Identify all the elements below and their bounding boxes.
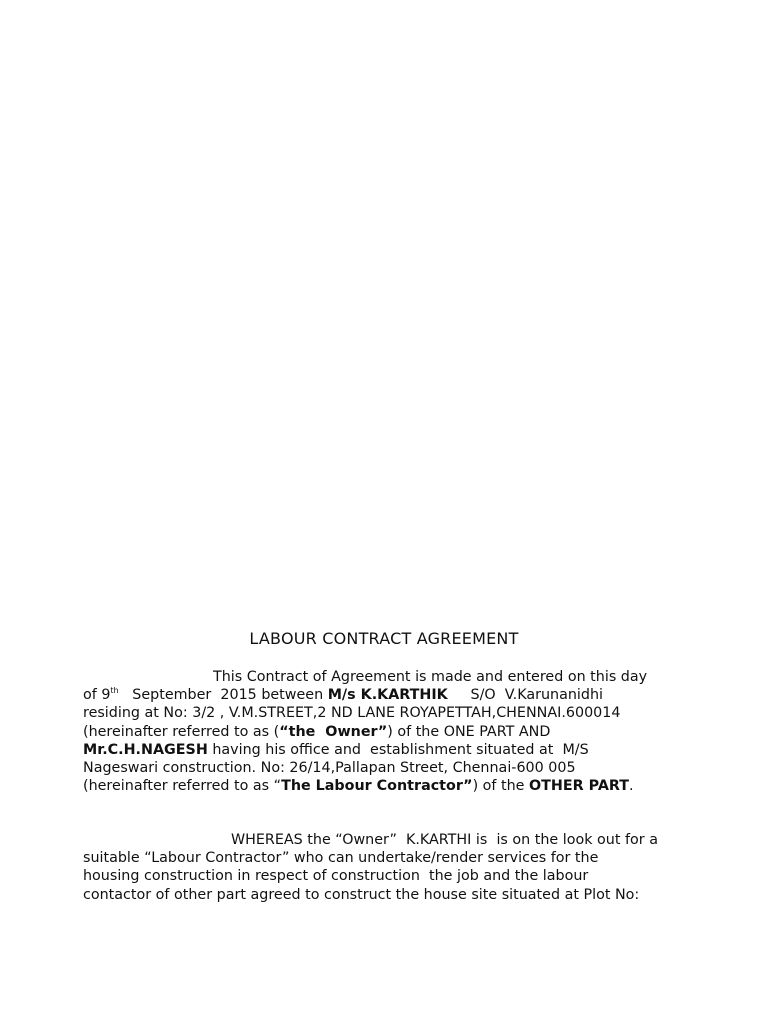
- paragraph-text: This Contract of Agreement is made and entered on this day: [213, 669, 648, 685]
- paragraph-line: [83, 668, 693, 686]
- paragraph-text: (hereinafter referred to as (: [83, 723, 280, 740]
- paragraph-line: [83, 867, 693, 885]
- paragraph-line: [83, 831, 693, 849]
- owner-name: M/s K.KARTHIK: [327, 687, 448, 704]
- document-title: LABOUR CONTRACT AGREEMENT: [249, 629, 519, 648]
- paragraph-text: ) of the: [472, 778, 530, 795]
- paragraph-line: [83, 886, 693, 904]
- paragraph-text: ) of the ONE PART AND: [387, 723, 551, 740]
- whereas-paragraph: [83, 831, 693, 904]
- paragraph-line: [83, 741, 693, 759]
- paragraph-text: WHEREAS the “Owner” K.KARTHI is is on the look out for a: [231, 832, 658, 848]
- paragraph-text: residing at No: 3/2 , V.M.STREET,2 ND LANE ROYAPETTAH,CHENNAI.600014: [83, 705, 621, 722]
- paragraph-line: [83, 849, 693, 867]
- agreement-paragraph: [83, 668, 693, 795]
- other-part-term: OTHER PART: [529, 778, 630, 795]
- paragraph-text: S/O V.Karunanidhi: [447, 687, 603, 704]
- ordinal-suffix: th: [110, 686, 119, 696]
- paragraph-text: of 9: [83, 687, 111, 704]
- owner-term: “the Owner”: [279, 723, 388, 740]
- paragraph-text: suitable “Labour Contractor” who can undertake/render services for the: [83, 850, 599, 867]
- paragraph-text: contactor of other part agreed to construct the house site situated at Plot No:: [83, 886, 640, 903]
- paragraph-text: .: [629, 778, 634, 795]
- paragraph-line: [83, 777, 693, 795]
- paragraph-line: [83, 704, 693, 722]
- paragraph-text: September 2015 between: [118, 687, 328, 704]
- paragraph-text: housing construction in respect of construction the job and the labour: [83, 868, 589, 885]
- paragraph-text: having his office and establishment situated at M/S: [207, 741, 589, 758]
- contractor-term: The Labour Contractor”: [281, 778, 473, 795]
- paragraph-line: [83, 686, 693, 704]
- paragraph-line: [83, 723, 693, 741]
- paragraph-line: [83, 759, 693, 777]
- contractor-name: Mr.C.H.NAGESH: [83, 741, 208, 758]
- paragraph-text: (hereinafter referred to as “: [83, 778, 282, 795]
- paragraph-text: Nageswari construction. No: 26/14,Pallapan Street, Chennai-600 005: [83, 759, 576, 776]
